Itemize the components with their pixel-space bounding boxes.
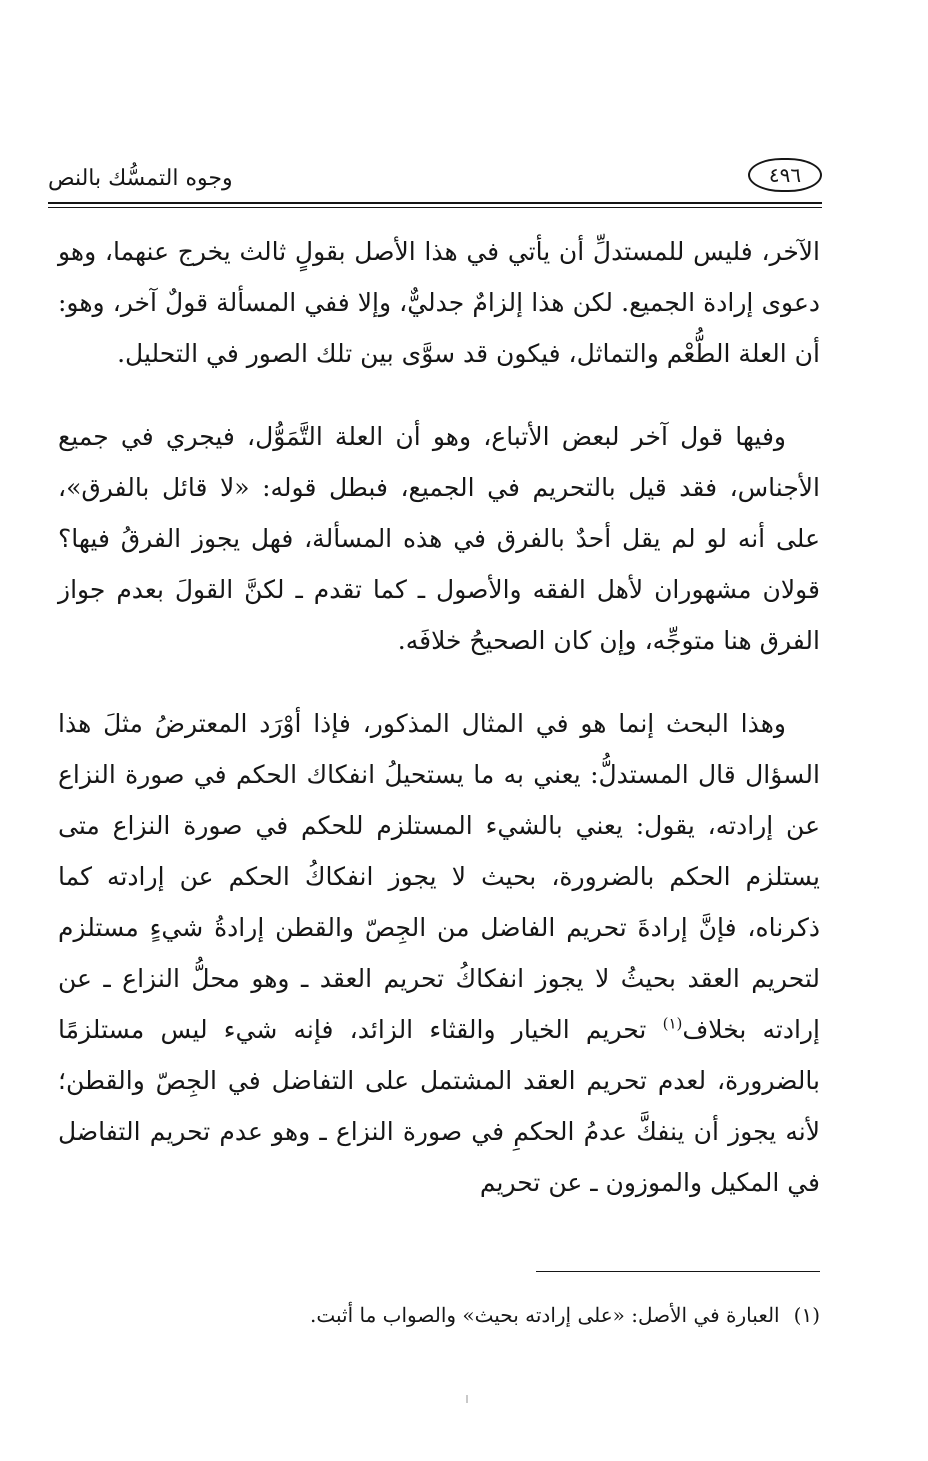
footnote-1 <box>310 1300 820 1330</box>
page-number <box>748 158 822 192</box>
paragraph-2: وفيها قول آخر لبعض الأتباع، وهو أن العلة التَّمَوُّل، فيجري في جميع الأجناس، فقد قيل بالتحريم في الجميع، فبطل قوله: «لا قائل بالفرق»، على أنه لو لم يقل أحدٌ بالفرق في هذه المسألة، فهل يجوز الفرقُ فيها؟ قولان مشهوران لأهل الفقه والأصول ـ كما تقدم ـ لكنَّ القولَ بعدم جواز الفرق هنا متوجِّه، وإن كان الصحيحُ خلافَه. <box>58 422 820 655</box>
footnote-reference[interactable]: (١) <box>662 1014 683 1033</box>
paragraph-3-part-1: وهذا البحث إنما هو في المثال المذكور، فإذا أوْرَد المعترضُ مثلَ هذا السؤال قال المستدلُّ: يعني به ما يستحيلُ انفكاك الحكم في صورة النزاع عن إرادته، يقول: يعني بالشيء المستلزم للحكم في صورة النزاع متى يستلزم الحكم بالضرورة، بحيث لا يجوز انفكاكُ الحكم عن إرادته كما ذكرناه، فإنَّ إرادةَ تحريم الفاضل من الجِصّ والقطن إرادةُ شيءٍ مستلزم لتحريم العقد بحيثُ لا يجوز انفكاكُ تحريم العقد ـ وهو محلُّ النزاع ـ عن إرادته بخلاف <box>58 709 820 1044</box>
paragraph-3-part-2: تحريم الخيار والقثاء الزائد، فإنه شيء ليس مستلزمًا بالضرورة، لعدم تحريم العقد المشتمل على التفاضل في الجِصّ والقطن؛ لأنه يجوز أن ينفكَّ عدمُ الحكمِ في صورة النزاع ـ وهو عدم تحريم التفاضل في المكيل والموزون ـ عن تحريم <box>58 1015 821 1197</box>
paragraph-3 <box>58 698 820 1208</box>
header-rule-thin <box>48 207 822 208</box>
running-title: وجوه التمسُّك بالنص <box>48 166 233 191</box>
scan-speck <box>466 1395 468 1403</box>
footnote-marker: (١) <box>793 1303 820 1327</box>
running-header <box>48 158 822 206</box>
page-number-text: ٤٩٦ <box>768 163 802 187</box>
header-rule <box>48 202 822 204</box>
footnote-separator <box>536 1271 820 1272</box>
paragraph-1: الآخر، فليس للمستدلِّ أن يأتي في هذا الأصل بقولٍ ثالث يخرج عنهما، وهو دعوى إرادة الجميع. لكن هذا إلزامٌ جدليٌّ، وإلا ففي المسألة قولٌ آخر، وهو: أن العلة الطُّعْم والتماثل، فيكون قد سوَّى بين تلك الصور في التحليل. <box>58 237 820 368</box>
body-text <box>58 226 820 1208</box>
footnote-text: العبارة في الأصل: «على إرادته بحيث» والصواب ما أثبت. <box>309 1303 780 1327</box>
